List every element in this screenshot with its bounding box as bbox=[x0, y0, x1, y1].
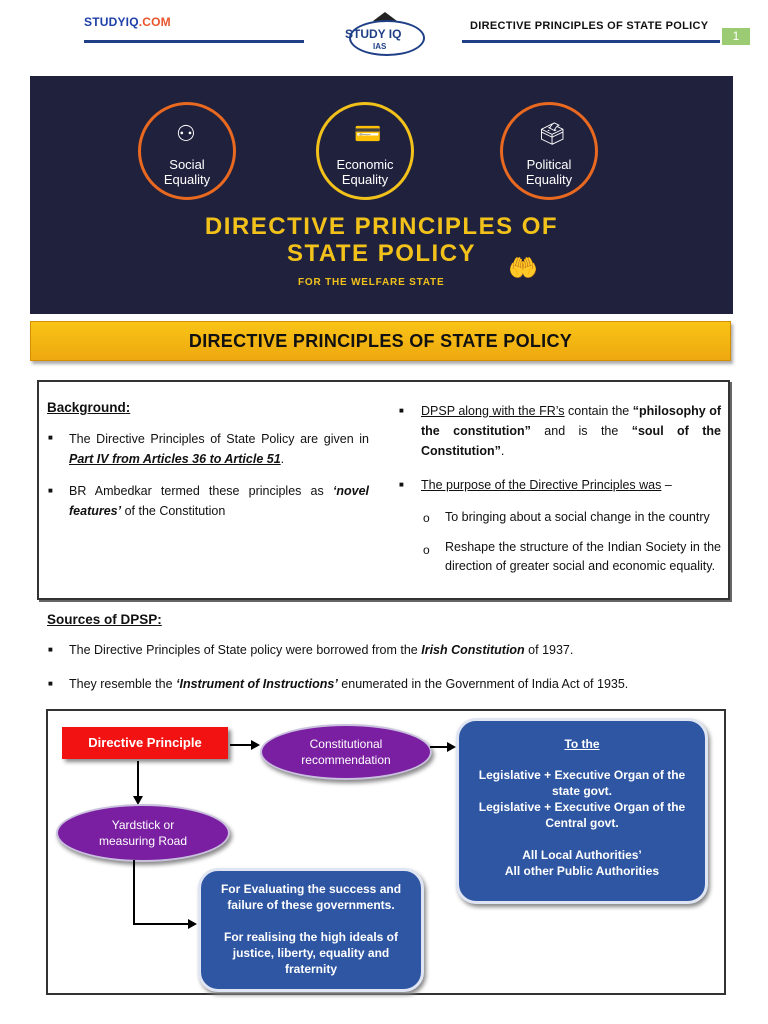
evaluate-text: For Evaluating the success and failure of these governments. bbox=[220, 882, 402, 912]
purpose-box bbox=[198, 868, 424, 992]
directive-principle-box: Directive Principle bbox=[62, 727, 228, 759]
local-authorities: All Local Authorities’ bbox=[522, 848, 642, 862]
money-icon: 💳 bbox=[354, 121, 382, 146]
purpose-item-1: To bringing about a social change in the country bbox=[445, 510, 710, 524]
people-icon: ⚇ bbox=[176, 121, 196, 146]
public-authorities: All other Public Authorities bbox=[504, 864, 660, 878]
organs-box bbox=[456, 718, 708, 904]
connector-line bbox=[137, 761, 139, 797]
sources-heading: Sources of DPSP: bbox=[47, 612, 162, 627]
podium-icon: 🗳 bbox=[538, 121, 566, 146]
background-right-bullet-1: DPSP along with the FR’s contain the “philosophy of the constitution” and is the “soul of the Constitution”. bbox=[421, 404, 721, 458]
ideals-text: For realising the high ideals of justice, liberty, equality and fraternity bbox=[223, 930, 399, 976]
bullet-icon: ■ bbox=[48, 433, 53, 442]
bullet-icon: ■ bbox=[48, 645, 53, 654]
header-doc-title: DIRECTIVE PRINCIPLES OF STATE POLICY bbox=[470, 20, 709, 32]
constitutional-recommendation-ellipse: Constitutional recommendation bbox=[260, 724, 432, 780]
connector-line bbox=[230, 744, 252, 746]
arrow-right-icon bbox=[188, 919, 197, 929]
connector-line bbox=[133, 860, 135, 924]
connector-line bbox=[133, 923, 189, 925]
section-title-bar: DIRECTIVE PRINCIPLES OF STATE POLICY bbox=[30, 321, 731, 361]
arrow-right-icon bbox=[447, 742, 456, 752]
background-heading: Background: bbox=[47, 400, 131, 415]
political-equality-circle: 🗳 Political Equality bbox=[500, 102, 598, 200]
bullet-icon: ■ bbox=[48, 486, 53, 495]
background-bullet-1: The Directive Principles of State Policy are given in Part IV from Articles 36 to Article 51. bbox=[69, 432, 369, 466]
economic-equality-circle: 💳 Economic Equality bbox=[316, 102, 414, 200]
header-line-left bbox=[84, 40, 304, 43]
hero-banner bbox=[30, 76, 733, 314]
sources-bullet-1: The Directive Principles of State policy were borrowed from the Irish Constitution of 1937. bbox=[69, 643, 574, 657]
studyiq-logo: STUDYIQ.COM bbox=[84, 15, 171, 29]
banner-subtitle: FOR THE WELFARE STATE bbox=[298, 277, 445, 288]
banner-title: DIRECTIVE PRINCIPLES OF STATE POLICY bbox=[204, 213, 559, 267]
bullet-icon: ■ bbox=[399, 480, 404, 489]
header-line-right bbox=[462, 40, 720, 43]
page-number: 1 bbox=[722, 28, 750, 45]
organ-central: Legislative + Executive Organ of the Central govt. bbox=[478, 800, 686, 830]
background-bullet-2: BR Ambedkar termed these principles as ‘novel features’ of the Constitution bbox=[69, 484, 369, 518]
connector-line bbox=[430, 746, 448, 748]
sources-bullet-2: They resemble the ‘Instrument of Instructions’ enumerated in the Government of India Act of 1935. bbox=[69, 677, 629, 691]
bullet-icon: ■ bbox=[48, 679, 53, 688]
to-the-label: To the bbox=[564, 737, 600, 751]
background-right-bullet-2: The purpose of the Directive Principles was – bbox=[421, 478, 672, 492]
yardstick-ellipse: Yardstick or measuring Road bbox=[56, 804, 230, 862]
sub-bullet-icon: o bbox=[423, 543, 430, 557]
studyiq-ias-logo: STUDY IQ IAS bbox=[343, 12, 425, 58]
arrow-right-icon bbox=[251, 740, 260, 750]
purpose-item-2: Reshape the structure of the Indian Society in the direction of greater social and economic equality. bbox=[445, 540, 721, 573]
welfare-hands-icon: 🤲 bbox=[508, 255, 538, 282]
organ-state: Legislative + Executive Organ of the state govt. bbox=[478, 768, 686, 798]
sub-bullet-icon: o bbox=[423, 511, 430, 525]
social-equality-circle: ⚇ Social Equality bbox=[138, 102, 236, 200]
bullet-icon: ■ bbox=[399, 406, 404, 415]
